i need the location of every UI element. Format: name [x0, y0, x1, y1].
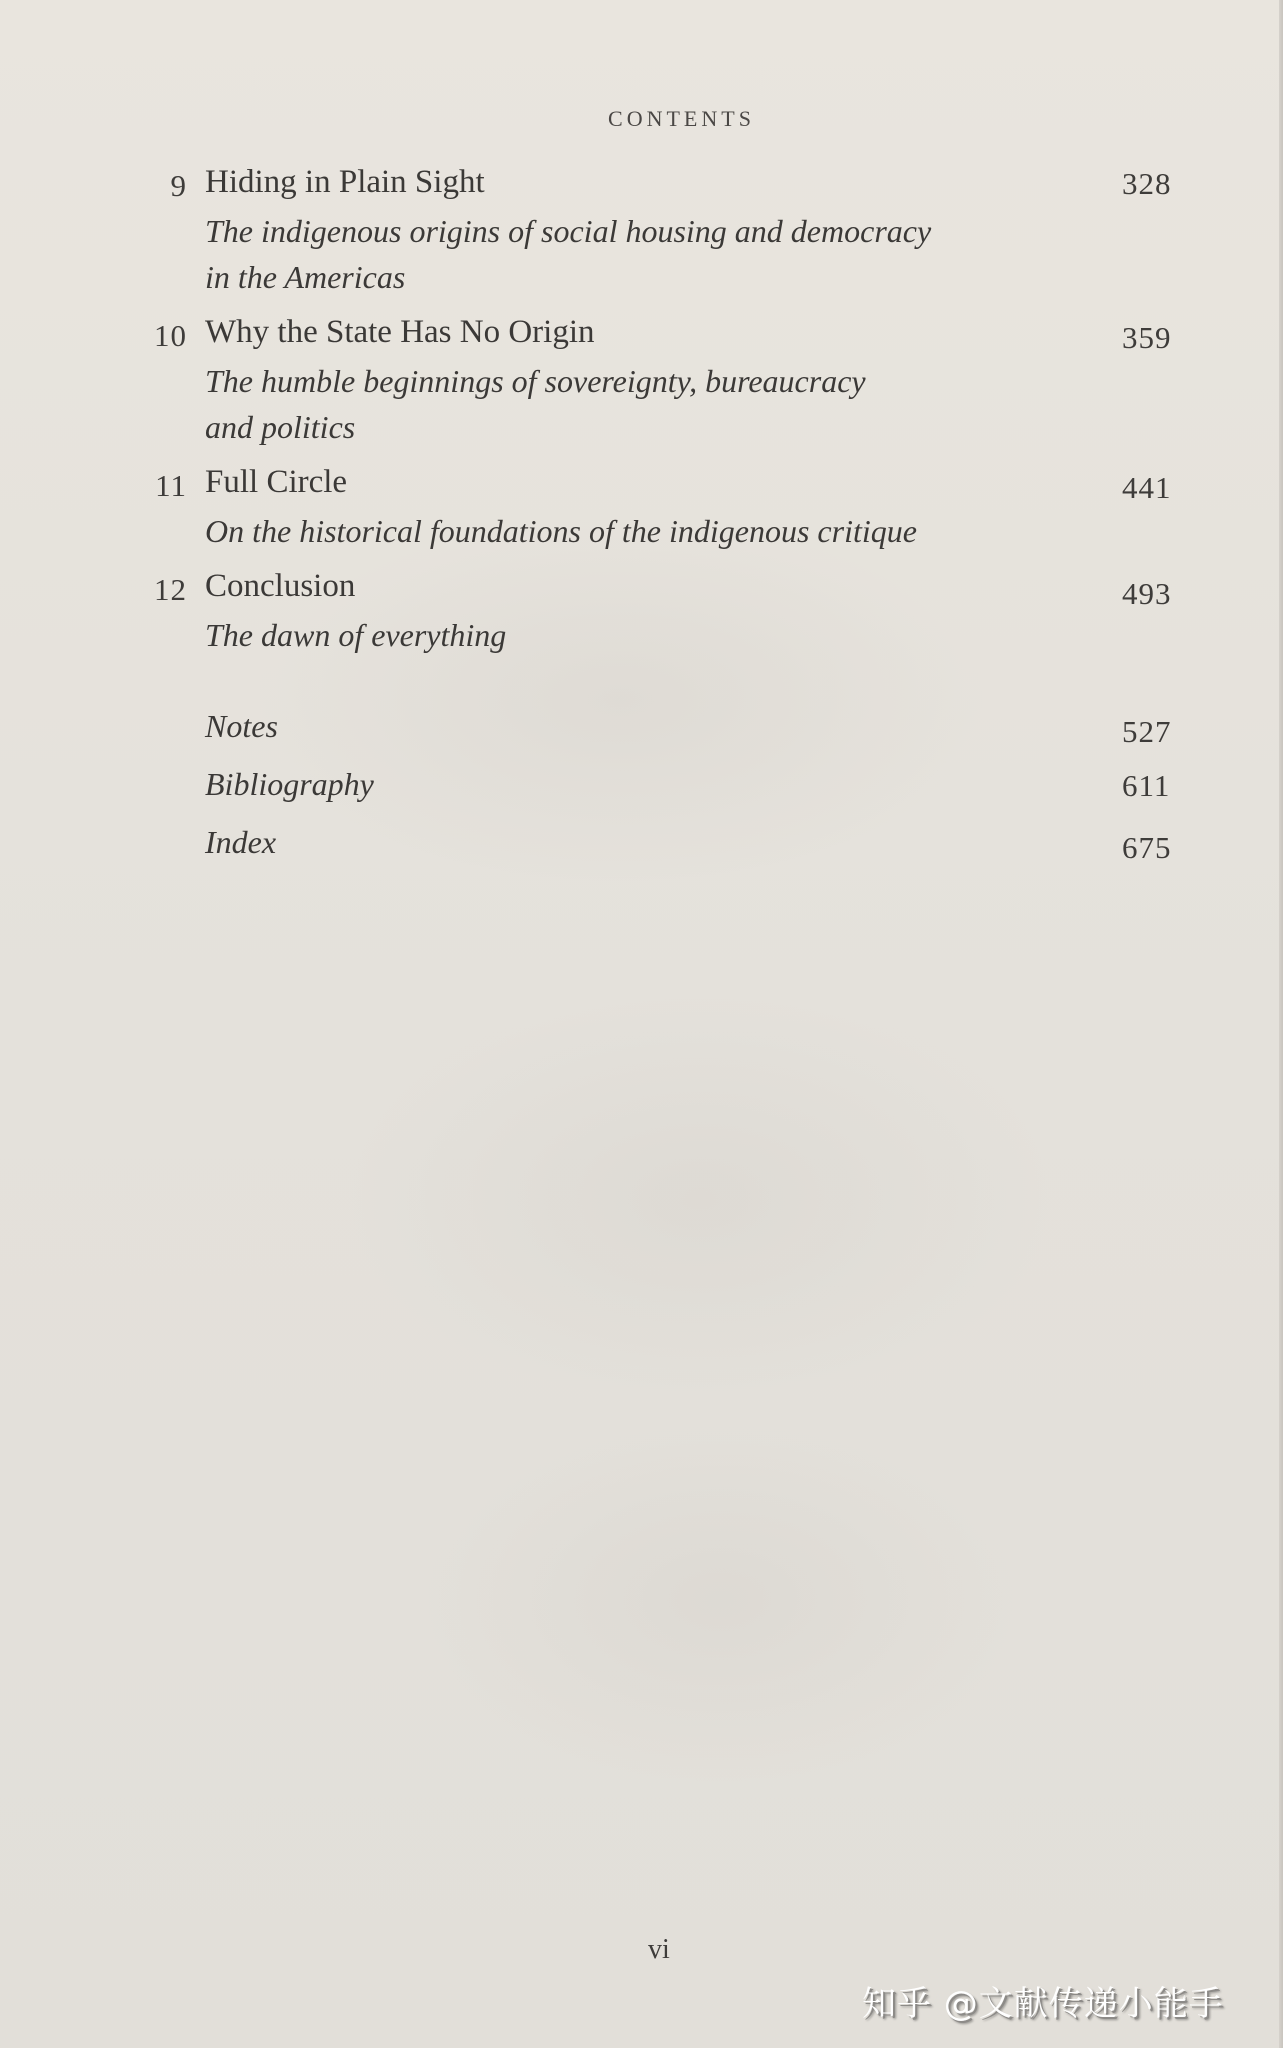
chapter-title: Hiding in Plain Sight	[205, 164, 485, 200]
chapter-title: Why the State Has No Origin	[205, 314, 595, 350]
subtitle-line: in the Americas	[205, 259, 406, 295]
chapter-number: 9	[170, 168, 187, 203]
subtitle-line: The dawn of everything	[205, 617, 507, 653]
page-folio: vi	[648, 1934, 670, 1965]
chapter-subtitle	[205, 508, 1085, 554]
subtitle-line: On the historical foundations of the indigenous critique	[205, 513, 917, 549]
back-matter-label: Index	[205, 824, 277, 860]
chapter-subtitle	[205, 612, 1085, 658]
chapter-number: 12	[154, 572, 187, 607]
chapter-page-number: 328	[1122, 166, 1172, 201]
chapter-page-number: 441	[1122, 470, 1172, 505]
page-edge	[1279, 0, 1283, 2048]
watermark-text: 知乎 @文献传递小能手	[862, 1984, 1224, 2024]
subtitle-line: and politics	[205, 409, 356, 445]
back-matter-page-number: 675	[1122, 830, 1172, 865]
chapter-title: Full Circle	[205, 464, 348, 500]
chapter-number: 10	[154, 318, 187, 353]
chapter-subtitle	[205, 208, 1085, 300]
subtitle-line: The humble beginnings of sovereignty, bureaucracy	[205, 363, 866, 399]
chapter-page-number: 493	[1122, 576, 1172, 611]
subtitle-line: The indigenous origins of social housing and democracy	[205, 213, 932, 249]
chapter-page-number: 359	[1122, 320, 1172, 355]
back-matter-page-number: 611	[1122, 768, 1171, 803]
chapter-subtitle	[205, 358, 1085, 450]
back-matter-page-number: 527	[1122, 714, 1172, 749]
back-matter-label: Bibliography	[205, 766, 374, 802]
running-head: CONTENTS	[608, 106, 755, 131]
chapter-title: Conclusion	[205, 568, 356, 604]
back-matter-label: Notes	[205, 708, 278, 744]
chapter-number: 11	[155, 468, 187, 503]
